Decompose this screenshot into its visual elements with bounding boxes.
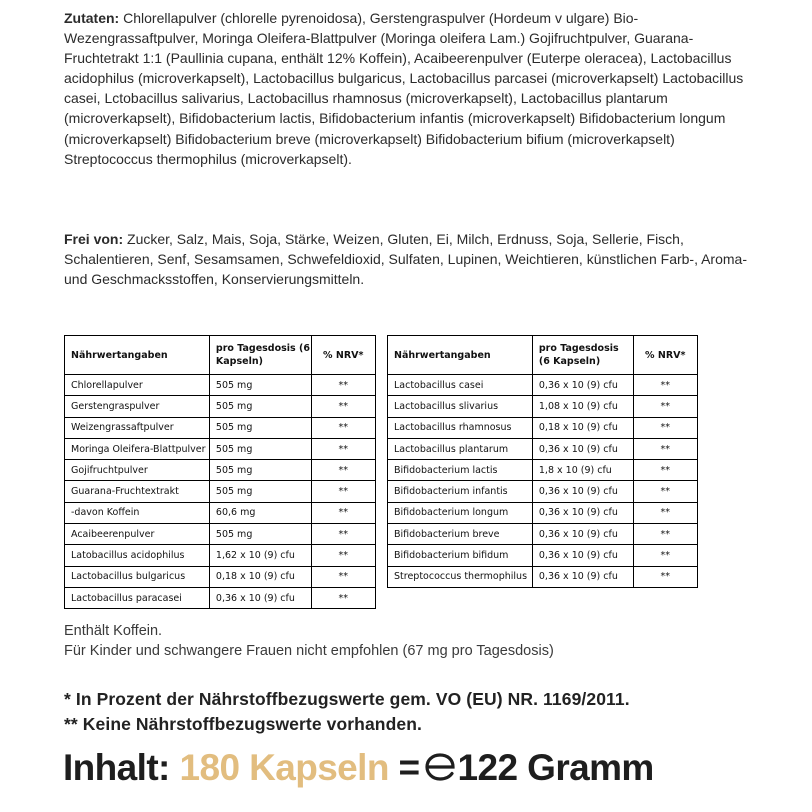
- nutrient-nrv: **: [311, 566, 375, 587]
- nutrient-amount: 505 mg: [209, 417, 311, 438]
- table-header-row: [388, 336, 698, 375]
- table-row: [388, 375, 698, 396]
- footnote-nrv: * In Prozent der Nährstoffbezugswerte gem. VO (EU) NR. 1169/2011.: [64, 689, 630, 709]
- nutrient-nrv: **: [633, 566, 697, 587]
- contents-line: [63, 743, 654, 793]
- nutrient-nrv: **: [633, 396, 697, 417]
- free-from-label: Frei von:: [64, 231, 124, 247]
- nutrient-name: Lactobacillus bulgaricus: [65, 566, 210, 587]
- nutrient-amount: 505 mg: [209, 375, 311, 396]
- table-row: [65, 502, 376, 523]
- nutrient-name: Guarana-Fruchtextrakt: [65, 481, 210, 502]
- table-header-row: [65, 336, 376, 375]
- header-nutrition-facts: Nährwertangaben: [65, 336, 210, 375]
- nutrient-nrv: **: [633, 481, 697, 502]
- nutrition-table-left: [64, 335, 376, 609]
- contents-weight: 122 Gramm: [457, 747, 654, 788]
- nutrient-name: Lactobacillus slivarius: [388, 396, 533, 417]
- nutrient-name: Streptococcus thermophilus: [388, 566, 533, 587]
- table-row: [65, 545, 376, 566]
- nutrient-amount: 505 mg: [209, 438, 311, 459]
- nutrient-name: Lactobacillus paracasei: [65, 587, 210, 608]
- table-row: [65, 375, 376, 396]
- nutrient-name: Weizengrassaftpulver: [65, 417, 210, 438]
- table-row: [388, 566, 698, 587]
- nutrient-nrv: **: [633, 417, 697, 438]
- nutrient-nrv: **: [311, 438, 375, 459]
- nutrient-amount: 1,08 x 10 (9) cfu: [532, 396, 633, 417]
- nutrient-nrv: **: [311, 417, 375, 438]
- table-row: [65, 524, 376, 545]
- nutrient-name: Bifidobacterium breve: [388, 524, 533, 545]
- nutrient-amount: 0,36 x 10 (9) cfu: [532, 375, 633, 396]
- nutrient-name: Lactobacillus plantarum: [388, 438, 533, 459]
- nutrient-nrv: **: [311, 502, 375, 523]
- ingredients-paragraph: [64, 8, 764, 169]
- nutrient-nrv: **: [311, 460, 375, 481]
- header-daily-dose: pro Tagesdosis (6 Kapseln): [532, 336, 633, 375]
- nutrient-name: Lactobacillus rhamnosus: [388, 417, 533, 438]
- table-row: [388, 481, 698, 502]
- table-row: [388, 396, 698, 417]
- table-row: [388, 460, 698, 481]
- nutrient-amount: 0,36 x 10 (9) cfu: [532, 438, 633, 459]
- table-row: [388, 417, 698, 438]
- header-nutrition-facts: Nährwertangaben: [388, 336, 533, 375]
- table-row: [65, 566, 376, 587]
- nutrient-amount: 505 mg: [209, 460, 311, 481]
- nutrient-amount: 505 mg: [209, 524, 311, 545]
- nutrient-name: Bifidobacterium bifidum: [388, 545, 533, 566]
- free-from-text: Zucker, Salz, Mais, Soja, Stärke, Weizen, Gluten, Ei, Milch, Erdnuss, Soja, Sellerie, Fisch, Schalentieren, Senf, Sesamsamen, Schwefeldioxid, Sulfaten, Lupinen, Weichtieren, künstlichen Farb-, Aroma- und Geschmacksstoffen, Konservierungsmitteln.: [64, 231, 747, 288]
- nutrient-nrv: **: [633, 375, 697, 396]
- table-row: [388, 524, 698, 545]
- free-from-paragraph: [64, 229, 764, 289]
- nutrition-table-right: [387, 335, 698, 588]
- nutrient-name: Lactobacillus casei: [388, 375, 533, 396]
- nutrient-amount: 505 mg: [209, 396, 311, 417]
- nutrient-amount: 0,36 x 10 (9) cfu: [532, 524, 633, 545]
- nutrient-amount: 505 mg: [209, 481, 311, 502]
- nutrient-name: Chlorellapulver: [65, 375, 210, 396]
- table-row: [65, 396, 376, 417]
- contents-amount: 180 Kapseln: [179, 747, 389, 788]
- nutrient-nrv: **: [311, 396, 375, 417]
- contents-equals: =: [398, 747, 420, 788]
- e-mark-icon: [424, 745, 456, 795]
- nutrient-amount: 0,18 x 10 (9) cfu: [209, 566, 311, 587]
- nutrient-name: Gerstengraspulver: [65, 396, 210, 417]
- nutrient-name: Acaibeerenpulver: [65, 524, 210, 545]
- nutrient-amount: 0,36 x 10 (9) cfu: [532, 502, 633, 523]
- footnote-no-nrv: ** Keine Nährstoffbezugswerte vorhanden.: [64, 714, 422, 734]
- nutrient-name: Bifidobacterium lactis: [388, 460, 533, 481]
- nutrient-name: Gojifruchtpulver: [65, 460, 210, 481]
- table-row: [65, 417, 376, 438]
- nutrient-nrv: **: [311, 545, 375, 566]
- table-row: [65, 481, 376, 502]
- warning-note: Für Kinder und schwangere Frauen nicht empfohlen (67 mg pro Tagesdosis): [64, 643, 554, 659]
- nutrient-amount: 0,18 x 10 (9) cfu: [532, 417, 633, 438]
- ingredients-text: Chlorellapulver (chlorelle pyrenoidosa), Gerstengraspulver (Hordeum v ulgare) Bio-Wezengrassaftpulver, Moringa Oleifera-Blattpulver (Moringa oleifera Lam.) Gojifruchtpulver, Guarana-Fruchtetrakt 1:1 (Paullinia cupana, enthält 12% Koffein), Acaibeerenpulver (Euterpe oleracea), Lactobacillus acidophilus (microverkapselt), Lactobacillus bulgaricus, Lactobacillus parcasei (microverkapselt) Lactobacillus casei, Lctobacillus salivarius, Lactobacillus rhamnosus (microverkapselt), Lactobacillus plantarum (microverkapselt), Bifidobacterium lactis, Bifidobacterium infantis (microverkapselt) Bifidobacterium longum (microverkapselt) Bifidobacterium breve (microverkapselt) Bifidobacterium bifium (microverkapselt) Streptococcus thermophilus (microverkapselt).: [64, 10, 744, 167]
- table-row: [388, 438, 698, 459]
- nutrient-nrv: **: [311, 524, 375, 545]
- nutrient-name: Bifidobacterium infantis: [388, 481, 533, 502]
- nutrient-amount: 60,6 mg: [209, 502, 311, 523]
- header-nrv: % NRV*: [311, 336, 375, 375]
- nutrient-nrv: **: [633, 545, 697, 566]
- nutrient-amount: 0,36 x 10 (9) cfu: [209, 587, 311, 608]
- nutrient-nrv: **: [633, 460, 697, 481]
- table-row: [65, 460, 376, 481]
- nutrient-amount: 0,36 x 10 (9) cfu: [532, 481, 633, 502]
- contents-label: Inhalt:: [63, 747, 170, 788]
- nutrient-nrv: **: [633, 502, 697, 523]
- nutrient-name: Latobacillus acidophilus: [65, 545, 210, 566]
- nutrient-amount: 1,62 x 10 (9) cfu: [209, 545, 311, 566]
- nutrient-amount: 0,36 x 10 (9) cfu: [532, 545, 633, 566]
- nutrient-nrv: **: [311, 375, 375, 396]
- nutrient-nrv: **: [311, 587, 375, 608]
- nutrient-nrv: **: [633, 524, 697, 545]
- header-nrv: % NRV*: [633, 336, 697, 375]
- caffeine-note: Enthält Koffein.: [64, 623, 163, 639]
- nutrient-amount: 1,8 x 10 (9) cfu: [532, 460, 633, 481]
- table-row: [65, 438, 376, 459]
- header-daily-dose: pro Tagesdosis (6 Kapseln): [209, 336, 311, 375]
- nutrient-amount: 0,36 x 10 (9) cfu: [532, 566, 633, 587]
- table-row: [388, 545, 698, 566]
- table-row: [65, 587, 376, 608]
- nutrient-nrv: **: [311, 481, 375, 502]
- nutrient-name: Bifidobacterium longum: [388, 502, 533, 523]
- ingredients-label: Zutaten:: [64, 10, 120, 26]
- nutrient-nrv: **: [633, 438, 697, 459]
- nutrient-name: Moringa Oleifera-Blattpulver: [65, 438, 210, 459]
- nutrient-name: -davon Koffein: [65, 502, 210, 523]
- table-row: [388, 502, 698, 523]
